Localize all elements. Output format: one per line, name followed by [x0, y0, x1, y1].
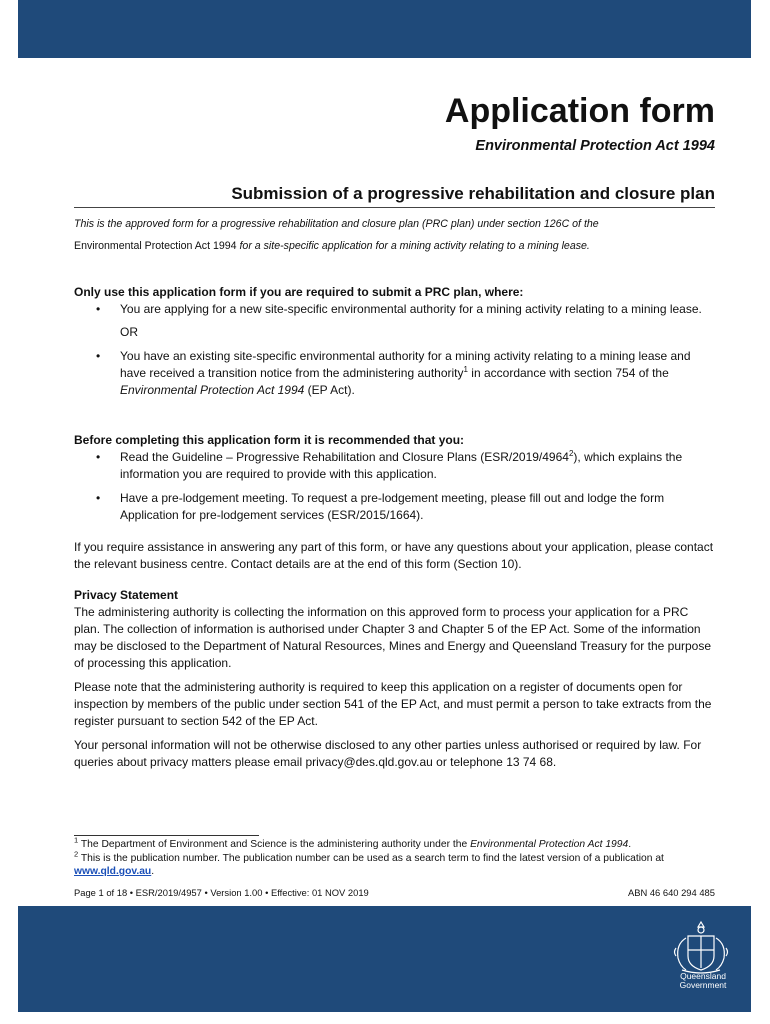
- act-name: Environmental Protection Act 1994: [120, 383, 305, 397]
- footer-band: [18, 906, 751, 1012]
- list-item-text: You have an existing site-specific environmental authority for a mining activity relating to a mining lease and have received a transition notice from the administering authority: [120, 349, 691, 380]
- footnote-1: [74, 835, 715, 852]
- only-use-section: [74, 284, 715, 399]
- header-band: [18, 0, 751, 58]
- privacy-section: [74, 587, 715, 771]
- page-title: Application form: [444, 92, 715, 130]
- footnote-text-end: .: [628, 839, 632, 850]
- intro-act-name: Environmental Protection Act 1994: [74, 240, 237, 252]
- list-item: [74, 490, 715, 524]
- assistance-paragraph: [74, 539, 715, 573]
- only-use-list-2: [74, 348, 715, 399]
- footnote-ref: 1: [463, 365, 468, 374]
- list-item-text: Have a pre-lodgement meeting. To request a pre-lodgement meeting, please fill out and lodge the form Application for pre-lodgement services (ESR/2015/1664).: [120, 491, 665, 522]
- list-item-text: You are applying for a new site-specific environmental authority for a mining activity relating to a mining lease.: [120, 302, 702, 316]
- privacy-paragraph-1: The administering authority is collecting the information on this approved form to process your application for a PRC plan. The collection of information is authorised under Chapter 3 and Chapter 5 of the EP Act. Some of the information may be disclosed to the Department of Natural Resources, Mines and Energy and Queensland Treasury for the purpose of processing this application.: [74, 605, 712, 670]
- footnote-text: The Department of Environment and Science is the administering authority under the: [78, 839, 471, 850]
- intro-part3: for a site-specific application for a mining activity relating to a mining lease.: [236, 240, 590, 252]
- assistance-text: If you require assistance in answering any part of this form, or have any questions about your application, please contact the relevant business centre. Contact details are at the end of this form (Section 10).: [74, 540, 714, 571]
- list-item: [74, 449, 715, 483]
- only-use-heading: Only use this application form if you are required to submit a PRC plan, where:: [74, 285, 524, 299]
- qld-gov-link[interactable]: www.qld.gov.au: [74, 866, 152, 877]
- list-item-text: Read the Guideline – Progressive Rehabilitation and Closure Plans (ESR/2019/4964: [120, 450, 569, 464]
- footnote-text-end: .: [151, 866, 155, 877]
- only-use-list: [74, 301, 715, 318]
- act-name: Environmental Protection Act 1994: [470, 839, 629, 850]
- heading-divider: [74, 207, 715, 208]
- before-section: [74, 432, 715, 524]
- footnote-number: 1: [74, 835, 79, 845]
- list-item-text: (EP Act).: [304, 383, 355, 397]
- or-separator: OR: [120, 325, 138, 339]
- list-item: [74, 301, 715, 318]
- intro-part1: This is the approved form for a progressive rehabilitation and closure plan (PRC plan) under section 126C of the: [74, 218, 599, 230]
- abn-number: ABN 46 640 294 485: [627, 887, 715, 898]
- page-footer-info: Page 1 of 18 • ESR/2019/4957 • Version 1.00 • Effective: 01 NOV 2019: [74, 887, 369, 898]
- footnote-text: This is the publication number. The publication number can be used as a search term to find the latest version of a publication at: [78, 852, 664, 864]
- list-item-text: ), which explains the information you are required to provide with this application.: [120, 450, 683, 481]
- intro-text: [74, 213, 715, 257]
- privacy-heading: Privacy Statement: [74, 588, 179, 602]
- act-subtitle: Environmental Protection Act 1994: [475, 138, 715, 154]
- before-list: [74, 449, 715, 524]
- footnote-ref: 2: [568, 449, 574, 458]
- before-heading: Before completing this application form it is recommended that you:: [74, 433, 465, 447]
- footnote-divider: [74, 835, 259, 836]
- footnote-2: [74, 849, 715, 879]
- privacy-paragraph-3: Your personal information will not be otherwise disclosed to any other parties unless authorised or required by law. For queries about privacy matters please email privacy@des.qld.gov.au or telephone 13 74 68.: [74, 738, 702, 769]
- list-item-text: in accordance with section 754 of the: [467, 366, 669, 380]
- footnotes: [74, 835, 715, 879]
- list-item: [74, 348, 715, 399]
- footnote-number: 2: [74, 849, 79, 859]
- logo-text-line-1: Queensland: [680, 971, 726, 981]
- logo-text-line-2: Government: [679, 980, 727, 990]
- form-heading: Submission of a progressive rehabilitation and closure plan: [231, 184, 715, 203]
- privacy-paragraph-2: Please note that the administering authority is required to keep this application on a register of documents open for inspection by members of the public under section 541 of the EP Act, and must permit a person to take extracts from the register pursuant to section 542 of the EP Act.: [74, 680, 712, 728]
